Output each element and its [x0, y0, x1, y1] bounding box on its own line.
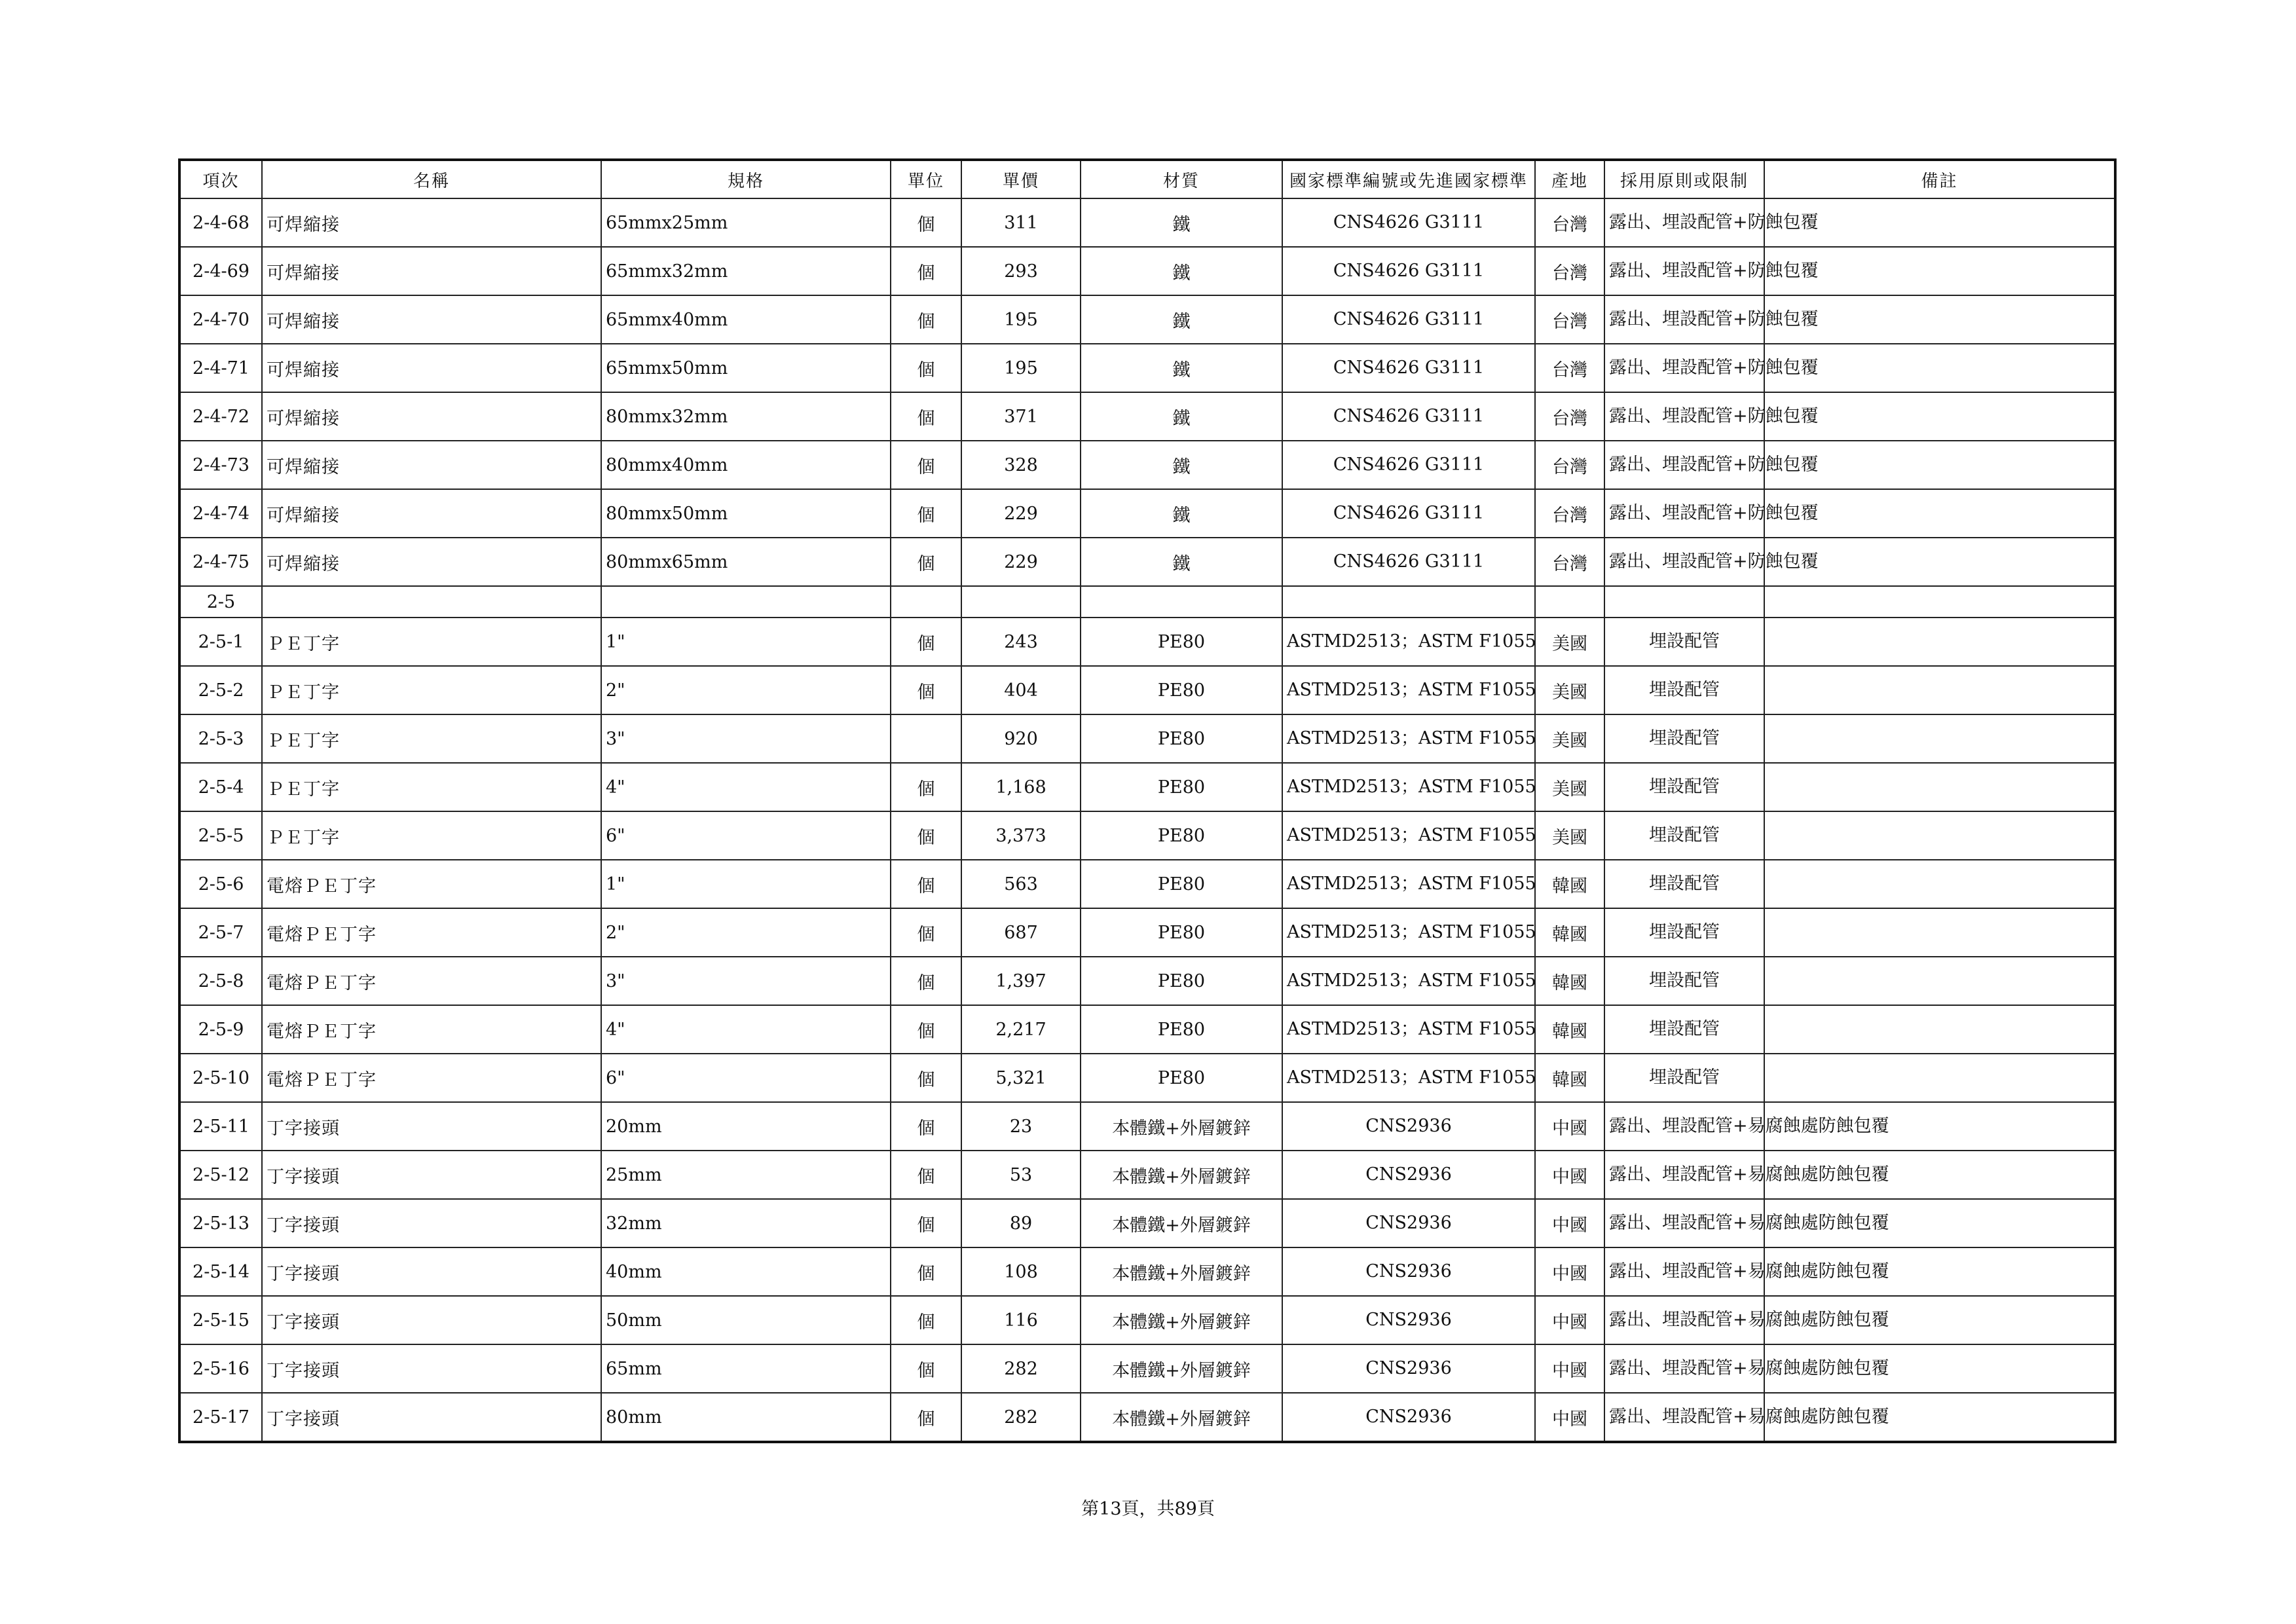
material-cell: PE80 — [1081, 957, 1282, 1005]
item-no-cell: 2-4-74 — [179, 489, 262, 538]
standard-cell: CNS2936 — [1282, 1199, 1535, 1247]
usage-rule-cell: 露出、埋設配管+易腐蝕處防蝕包覆 — [1604, 1393, 1764, 1442]
name-cell: ＰＥ丁字 — [262, 811, 601, 860]
spec-cell: 25mm — [601, 1151, 891, 1199]
unit-price-cell: 404 — [961, 666, 1081, 714]
table-row — [179, 1393, 2115, 1442]
name-cell: 丁字接頭 — [262, 1151, 601, 1199]
remarks-cell — [1764, 1005, 2115, 1054]
item-no-cell: 2-5-14 — [179, 1247, 262, 1296]
origin-cell: 台灣 — [1535, 247, 1604, 295]
table-row — [179, 1102, 2115, 1151]
table-row — [179, 538, 2115, 586]
remarks-cell — [1764, 957, 2115, 1005]
material-cell: 鐵 — [1081, 441, 1282, 489]
item-no-cell: 2-5-2 — [179, 666, 262, 714]
spec-cell: 3" — [601, 957, 891, 1005]
standard-cell: CNS2936 — [1282, 1247, 1535, 1296]
unit-price-cell: 195 — [961, 344, 1081, 392]
standard-cell: CNS2936 — [1282, 1151, 1535, 1199]
material-cell: PE80 — [1081, 714, 1282, 763]
table-row — [179, 247, 2115, 295]
usage-rule-cell: 埋設配管 — [1604, 860, 1764, 908]
standard-cell: ASTMD2513；ASTM F1055 — [1282, 666, 1535, 714]
usage-rule-cell: 露出、埋設配管+防蝕包覆 — [1604, 344, 1764, 392]
table-row — [179, 586, 2115, 618]
usage-rule-cell: 埋設配管 — [1604, 957, 1764, 1005]
origin-cell: 中國 — [1535, 1199, 1604, 1247]
material-cell: PE80 — [1081, 860, 1282, 908]
item-no-cell: 2-5-17 — [179, 1393, 262, 1442]
unit-price-cell: 687 — [961, 908, 1081, 957]
name-cell: 電熔ＰＥ丁字 — [262, 860, 601, 908]
spec-cell: 2" — [601, 908, 891, 957]
header-usage-rule: 採用原則或限制 — [1604, 160, 1764, 198]
unit-cell: 個 — [891, 295, 961, 344]
standard-cell: CNS4626 G3111 — [1282, 198, 1535, 247]
unit-price-cell: 116 — [961, 1296, 1081, 1344]
spec-cell: 4" — [601, 1005, 891, 1054]
origin-cell: 台灣 — [1535, 198, 1604, 247]
unit-price-cell: 328 — [961, 441, 1081, 489]
origin-cell: 韓國 — [1535, 860, 1604, 908]
remarks-cell — [1764, 1054, 2115, 1102]
usage-rule-cell: 露出、埋設配管+易腐蝕處防蝕包覆 — [1604, 1247, 1764, 1296]
table-row — [179, 344, 2115, 392]
remarks-cell — [1764, 763, 2115, 811]
price-table — [178, 158, 2117, 1443]
remarks-cell — [1764, 586, 2115, 618]
unit-cell: 個 — [891, 441, 961, 489]
name-cell: 可焊縮接 — [262, 344, 601, 392]
table-row — [179, 441, 2115, 489]
material-cell: PE80 — [1081, 618, 1282, 666]
item-no-cell: 2-5-13 — [179, 1199, 262, 1247]
table-row — [179, 1199, 2115, 1247]
unit-cell — [891, 714, 961, 763]
unit-cell: 個 — [891, 957, 961, 1005]
table-row — [179, 618, 2115, 666]
material-cell: 本體鐵+外層鍍鋅 — [1081, 1151, 1282, 1199]
material-cell: PE80 — [1081, 1005, 1282, 1054]
origin-cell: 韓國 — [1535, 1005, 1604, 1054]
table-row — [179, 392, 2115, 441]
spec-cell: 4" — [601, 763, 891, 811]
unit-price-cell: 293 — [961, 247, 1081, 295]
origin-cell: 台灣 — [1535, 441, 1604, 489]
table-row — [179, 1296, 2115, 1344]
unit-cell — [891, 586, 961, 618]
page-number: 第13頁，共89頁 — [1081, 1499, 1215, 1519]
unit-cell: 個 — [891, 1247, 961, 1296]
table-row — [179, 1151, 2115, 1199]
spec-cell: 6" — [601, 1054, 891, 1102]
standard-cell — [1282, 586, 1535, 618]
usage-rule-cell: 埋設配管 — [1604, 1005, 1764, 1054]
usage-rule-cell: 露出、埋設配管+易腐蝕處防蝕包覆 — [1604, 1344, 1764, 1393]
origin-cell: 台灣 — [1535, 295, 1604, 344]
unit-price-cell: 243 — [961, 618, 1081, 666]
spec-cell: 40mm — [601, 1247, 891, 1296]
material-cell: 鐵 — [1081, 392, 1282, 441]
unit-cell: 個 — [891, 1199, 961, 1247]
material-cell: 鐵 — [1081, 538, 1282, 586]
remarks-cell — [1764, 811, 2115, 860]
header-unit-price: 單價 — [961, 160, 1081, 198]
origin-cell: 台灣 — [1535, 489, 1604, 538]
origin-cell: 台灣 — [1535, 538, 1604, 586]
usage-rule-cell: 埋設配管 — [1604, 908, 1764, 957]
unit-price-cell: 195 — [961, 295, 1081, 344]
item-no-cell: 2-5-5 — [179, 811, 262, 860]
header-unit: 單位 — [891, 160, 961, 198]
usage-rule-cell: 露出、埋設配管+易腐蝕處防蝕包覆 — [1604, 1102, 1764, 1151]
origin-cell: 台灣 — [1535, 344, 1604, 392]
unit-cell: 個 — [891, 344, 961, 392]
name-cell: 可焊縮接 — [262, 295, 601, 344]
standard-cell: CNS4626 G3111 — [1282, 295, 1535, 344]
table-row — [179, 1005, 2115, 1054]
material-cell: PE80 — [1081, 666, 1282, 714]
name-cell: 丁字接頭 — [262, 1199, 601, 1247]
item-no-cell: 2-4-75 — [179, 538, 262, 586]
header-name: 名稱 — [262, 160, 601, 198]
table-row — [179, 198, 2115, 247]
table-row — [179, 957, 2115, 1005]
standard-cell: ASTMD2513；ASTM F1055 — [1282, 860, 1535, 908]
standard-cell: ASTMD2513；ASTM F1055 — [1282, 1005, 1535, 1054]
unit-price-cell: 920 — [961, 714, 1081, 763]
name-cell — [262, 586, 601, 618]
origin-cell: 美國 — [1535, 811, 1604, 860]
item-no-cell: 2-5-15 — [179, 1296, 262, 1344]
name-cell: 丁字接頭 — [262, 1393, 601, 1442]
table-row — [179, 714, 2115, 763]
standard-cell: CNS2936 — [1282, 1344, 1535, 1393]
spec-cell: 65mmx32mm — [601, 247, 891, 295]
table-body — [179, 198, 2115, 1442]
usage-rule-cell: 露出、埋設配管+易腐蝕處防蝕包覆 — [1604, 1151, 1764, 1199]
name-cell: ＰＥ丁字 — [262, 763, 601, 811]
name-cell: 丁字接頭 — [262, 1296, 601, 1344]
material-cell: 本體鐵+外層鍍鋅 — [1081, 1102, 1282, 1151]
unit-cell: 個 — [891, 1005, 961, 1054]
origin-cell: 中國 — [1535, 1102, 1604, 1151]
material-cell: 本體鐵+外層鍍鋅 — [1081, 1247, 1282, 1296]
origin-cell: 中國 — [1535, 1393, 1604, 1442]
standard-cell: ASTMD2513；ASTM F1055 — [1282, 957, 1535, 1005]
remarks-cell — [1764, 618, 2115, 666]
origin-cell: 美國 — [1535, 714, 1604, 763]
usage-rule-cell — [1604, 586, 1764, 618]
unit-cell: 個 — [891, 1344, 961, 1393]
usage-rule-cell: 露出、埋設配管+防蝕包覆 — [1604, 198, 1764, 247]
standard-cell: ASTMD2513；ASTM F1055 — [1282, 763, 1535, 811]
unit-cell: 個 — [891, 1296, 961, 1344]
standard-cell: CNS4626 G3111 — [1282, 441, 1535, 489]
material-cell: PE80 — [1081, 908, 1282, 957]
standard-cell: CNS2936 — [1282, 1102, 1535, 1151]
unit-cell: 個 — [891, 392, 961, 441]
standard-cell: CNS4626 G3111 — [1282, 344, 1535, 392]
item-no-cell: 2-4-72 — [179, 392, 262, 441]
item-no-cell: 2-5 — [179, 586, 262, 618]
item-no-cell: 2-4-68 — [179, 198, 262, 247]
unit-cell: 個 — [891, 763, 961, 811]
standard-cell: CNS4626 G3111 — [1282, 489, 1535, 538]
unit-price-cell: 282 — [961, 1344, 1081, 1393]
name-cell: 電熔ＰＥ丁字 — [262, 957, 601, 1005]
standard-cell: ASTMD2513；ASTM F1055 — [1282, 714, 1535, 763]
spec-cell: 65mmx40mm — [601, 295, 891, 344]
unit-price-cell: 1,168 — [961, 763, 1081, 811]
origin-cell: 中國 — [1535, 1296, 1604, 1344]
usage-rule-cell: 埋設配管 — [1604, 811, 1764, 860]
material-cell: PE80 — [1081, 811, 1282, 860]
usage-rule-cell: 露出、埋設配管+防蝕包覆 — [1604, 441, 1764, 489]
material-cell: 鐵 — [1081, 489, 1282, 538]
unit-cell: 個 — [891, 489, 961, 538]
material-cell: 鐵 — [1081, 344, 1282, 392]
item-no-cell: 2-5-10 — [179, 1054, 262, 1102]
remarks-cell — [1764, 666, 2115, 714]
material-cell: 鐵 — [1081, 247, 1282, 295]
spec-cell: 80mmx32mm — [601, 392, 891, 441]
spec-cell: 1" — [601, 618, 891, 666]
name-cell: 可焊縮接 — [262, 247, 601, 295]
name-cell: 可焊縮接 — [262, 392, 601, 441]
remarks-cell — [1764, 908, 2115, 957]
origin-cell: 韓國 — [1535, 908, 1604, 957]
name-cell: 可焊縮接 — [262, 489, 601, 538]
origin-cell: 美國 — [1535, 763, 1604, 811]
unit-price-cell: 282 — [961, 1393, 1081, 1442]
unit-price-cell: 108 — [961, 1247, 1081, 1296]
name-cell: 可焊縮接 — [262, 538, 601, 586]
unit-cell: 個 — [891, 247, 961, 295]
table-row — [179, 860, 2115, 908]
usage-rule-cell: 埋設配管 — [1604, 714, 1764, 763]
usage-rule-cell: 露出、埋設配管+易腐蝕處防蝕包覆 — [1604, 1199, 1764, 1247]
usage-rule-cell: 露出、埋設配管+防蝕包覆 — [1604, 247, 1764, 295]
name-cell: ＰＥ丁字 — [262, 618, 601, 666]
unit-cell: 個 — [891, 1393, 961, 1442]
standard-cell: CNS2936 — [1282, 1296, 1535, 1344]
unit-cell: 個 — [891, 908, 961, 957]
material-cell: 本體鐵+外層鍍鋅 — [1081, 1199, 1282, 1247]
usage-rule-cell: 露出、埋設配管+易腐蝕處防蝕包覆 — [1604, 1296, 1764, 1344]
spec-cell: 50mm — [601, 1296, 891, 1344]
table-row — [179, 666, 2115, 714]
origin-cell: 美國 — [1535, 666, 1604, 714]
unit-price-cell: 311 — [961, 198, 1081, 247]
origin-cell — [1535, 586, 1604, 618]
table-row — [179, 1247, 2115, 1296]
item-no-cell: 2-4-71 — [179, 344, 262, 392]
document-sheet — [178, 158, 2114, 1443]
unit-price-cell: 563 — [961, 860, 1081, 908]
header-material: 材質 — [1081, 160, 1282, 198]
item-no-cell: 2-5-4 — [179, 763, 262, 811]
origin-cell: 韓國 — [1535, 957, 1604, 1005]
name-cell: 丁字接頭 — [262, 1102, 601, 1151]
usage-rule-cell: 露出、埋設配管+防蝕包覆 — [1604, 489, 1764, 538]
unit-cell: 個 — [891, 1102, 961, 1151]
name-cell: 丁字接頭 — [262, 1344, 601, 1393]
origin-cell: 美國 — [1535, 618, 1604, 666]
unit-cell: 個 — [891, 666, 961, 714]
name-cell: 可焊縮接 — [262, 441, 601, 489]
spec-cell: 80mmx65mm — [601, 538, 891, 586]
unit-cell: 個 — [891, 811, 961, 860]
origin-cell: 中國 — [1535, 1151, 1604, 1199]
remarks-cell — [1764, 860, 2115, 908]
spec-cell: 65mm — [601, 1344, 891, 1393]
usage-rule-cell: 露出、埋設配管+防蝕包覆 — [1604, 392, 1764, 441]
table-row — [179, 295, 2115, 344]
unit-price-cell: 23 — [961, 1102, 1081, 1151]
spec-cell: 6" — [601, 811, 891, 860]
header-origin: 產地 — [1535, 160, 1604, 198]
origin-cell: 台灣 — [1535, 392, 1604, 441]
usage-rule-cell: 埋設配管 — [1604, 666, 1764, 714]
spec-cell: 80mmx40mm — [601, 441, 891, 489]
spec-cell: 1" — [601, 860, 891, 908]
table-row — [179, 763, 2115, 811]
spec-cell: 65mmx25mm — [601, 198, 891, 247]
item-no-cell: 2-4-70 — [179, 295, 262, 344]
standard-cell: ASTMD2513；ASTM F1055 — [1282, 908, 1535, 957]
header-standard: 國家標準編號或先進國家標準 — [1282, 160, 1535, 198]
header-spec: 規格 — [601, 160, 891, 198]
name-cell: 電熔ＰＥ丁字 — [262, 1054, 601, 1102]
name-cell: 電熔ＰＥ丁字 — [262, 908, 601, 957]
usage-rule-cell: 露出、埋設配管+防蝕包覆 — [1604, 295, 1764, 344]
unit-price-cell: 89 — [961, 1199, 1081, 1247]
unit-price-cell: 229 — [961, 538, 1081, 586]
unit-cell: 個 — [891, 860, 961, 908]
material-cell: 本體鐵+外層鍍鋅 — [1081, 1393, 1282, 1442]
item-no-cell: 2-5-8 — [179, 957, 262, 1005]
header-item-no: 項次 — [179, 160, 262, 198]
name-cell: 可焊縮接 — [262, 198, 601, 247]
usage-rule-cell: 露出、埋設配管+防蝕包覆 — [1604, 538, 1764, 586]
unit-price-cell — [961, 586, 1081, 618]
unit-cell: 個 — [891, 198, 961, 247]
material-cell: 鐵 — [1081, 198, 1282, 247]
unit-price-cell: 229 — [961, 489, 1081, 538]
unit-price-cell: 1,397 — [961, 957, 1081, 1005]
usage-rule-cell: 埋設配管 — [1604, 618, 1764, 666]
origin-cell: 中國 — [1535, 1344, 1604, 1393]
item-no-cell: 2-5-12 — [179, 1151, 262, 1199]
unit-cell: 個 — [891, 618, 961, 666]
standard-cell: CNS4626 G3111 — [1282, 392, 1535, 441]
table-row — [179, 1344, 2115, 1393]
standard-cell: CNS4626 G3111 — [1282, 247, 1535, 295]
standard-cell: CNS4626 G3111 — [1282, 538, 1535, 586]
material-cell: PE80 — [1081, 763, 1282, 811]
material-cell: 本體鐵+外層鍍鋅 — [1081, 1296, 1282, 1344]
item-no-cell: 2-5-7 — [179, 908, 262, 957]
unit-price-cell: 3,373 — [961, 811, 1081, 860]
spec-cell: 3" — [601, 714, 891, 763]
material-cell — [1081, 586, 1282, 618]
usage-rule-cell: 埋設配管 — [1604, 1054, 1764, 1102]
standard-cell: ASTMD2513；ASTM F1055 — [1282, 1054, 1535, 1102]
table-row — [179, 1054, 2115, 1102]
unit-price-cell: 2,217 — [961, 1005, 1081, 1054]
unit-price-cell: 371 — [961, 392, 1081, 441]
table-row — [179, 811, 2115, 860]
item-no-cell: 2-5-16 — [179, 1344, 262, 1393]
table-row — [179, 908, 2115, 957]
item-no-cell: 2-5-11 — [179, 1102, 262, 1151]
spec-cell: 20mm — [601, 1102, 891, 1151]
spec-cell: 2" — [601, 666, 891, 714]
standard-cell: ASTMD2513；ASTM F1055 — [1282, 811, 1535, 860]
item-no-cell: 2-5-9 — [179, 1005, 262, 1054]
material-cell: 鐵 — [1081, 295, 1282, 344]
standard-cell: CNS2936 — [1282, 1393, 1535, 1442]
name-cell: ＰＥ丁字 — [262, 666, 601, 714]
spec-cell: 80mm — [601, 1393, 891, 1442]
unit-price-cell: 53 — [961, 1151, 1081, 1199]
remarks-cell — [1764, 714, 2115, 763]
item-no-cell: 2-4-73 — [179, 441, 262, 489]
item-no-cell: 2-5-6 — [179, 860, 262, 908]
item-no-cell: 2-5-3 — [179, 714, 262, 763]
standard-cell: ASTMD2513；ASTM F1055 — [1282, 618, 1535, 666]
item-no-cell: 2-4-69 — [179, 247, 262, 295]
origin-cell: 韓國 — [1535, 1054, 1604, 1102]
unit-price-cell: 5,321 — [961, 1054, 1081, 1102]
material-cell: PE80 — [1081, 1054, 1282, 1102]
header-remarks: 備註 — [1764, 160, 2115, 198]
spec-cell: 65mmx50mm — [601, 344, 891, 392]
table-header-row — [179, 160, 2115, 198]
name-cell: ＰＥ丁字 — [262, 714, 601, 763]
name-cell: 丁字接頭 — [262, 1247, 601, 1296]
usage-rule-cell: 埋設配管 — [1604, 763, 1764, 811]
unit-cell: 個 — [891, 1151, 961, 1199]
name-cell: 電熔ＰＥ丁字 — [262, 1005, 601, 1054]
table-row — [179, 489, 2115, 538]
spec-cell — [601, 586, 891, 618]
spec-cell: 80mmx50mm — [601, 489, 891, 538]
material-cell: 本體鐵+外層鍍鋅 — [1081, 1344, 1282, 1393]
item-no-cell: 2-5-1 — [179, 618, 262, 666]
unit-cell: 個 — [891, 1054, 961, 1102]
spec-cell: 32mm — [601, 1199, 891, 1247]
origin-cell: 中國 — [1535, 1247, 1604, 1296]
unit-cell: 個 — [891, 538, 961, 586]
